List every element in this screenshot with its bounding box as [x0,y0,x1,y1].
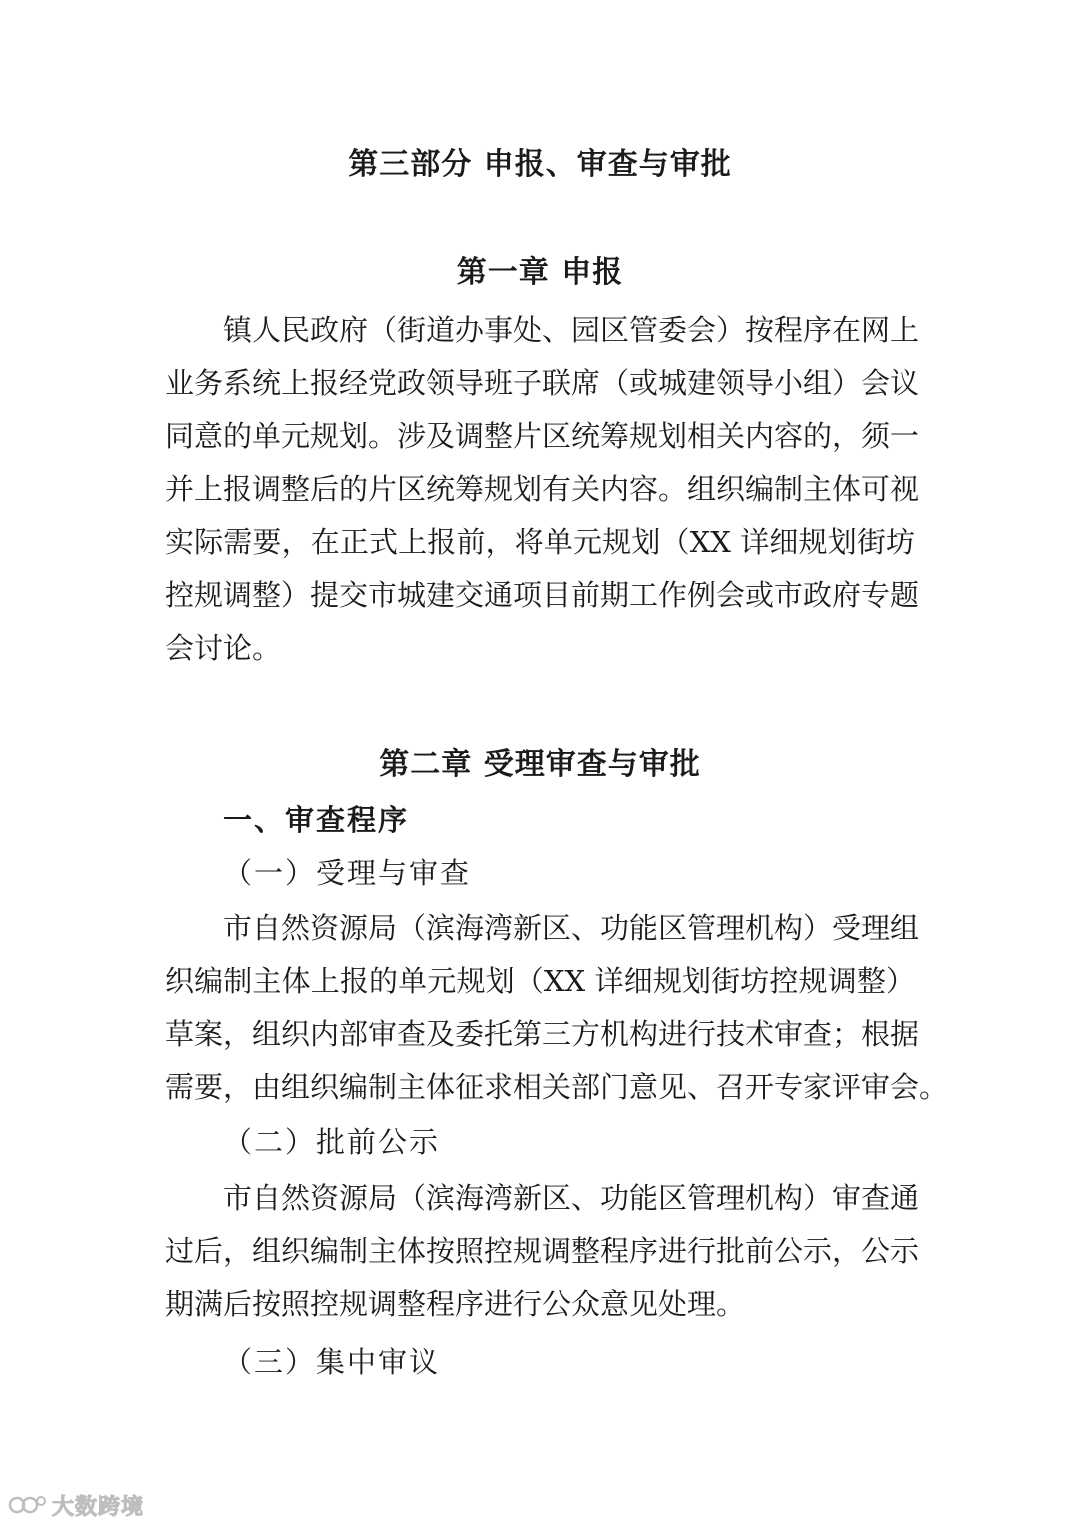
chapter-1-title: 第一章 申报 [456,255,624,290]
paragraph-line: 过后，组织编制主体按照控规调整程序进行批前公示，公示 [165,1234,920,1268]
subsection-heading-centralized-review: （三）集中审议 [223,1345,441,1379]
watermark-text: 大数跨境 [52,1494,145,1520]
section-heading-review-procedure: 一、审查程序 [223,803,410,837]
part-title: 第三部分 申报、审查与审批 [348,147,732,182]
paragraph-line: 织编制主体上报的单元规划（XX 详细规划街坊控规调整） [165,964,915,998]
paragraph-line: 草案，组织内部审查及委托第三方机构进行技术审查；根据 [165,1017,920,1051]
paragraph-line: 实际需要，在正式上报前，将单元规划（XX 详细规划街坊 [165,525,915,559]
paragraph-line: 需要，由组织编制主体征求相关部门意见、召开专家评审会。 [165,1070,949,1104]
paragraph-line: 镇人民政府（街道办事处、园区管委会）按程序在网上 [223,313,920,347]
watermark-logo-icon [8,1492,48,1518]
paragraph-line: 业务系统上报经党政领导班子联席（或城建领导小组）会议 [165,366,920,400]
watermark [8,1488,144,1522]
paragraph-line: 市自然资源局（滨海湾新区、功能区管理机构）受理组 [223,911,920,945]
paragraph-line: 期满后按照控规调整程序进行公众意见处理。 [165,1287,746,1321]
paragraph-line: 同意的单元规划。涉及调整片区统筹规划相关内容的，须一 [165,419,920,453]
paragraph-line: 会讨论。 [165,631,282,665]
subsection-heading-acceptance: （一）受理与审查 [223,856,472,890]
subsection-heading-public-notice: （二）批前公示 [223,1125,441,1159]
paragraph-line: 并上报调整后的片区统筹规划有关内容。组织编制主体可视 [165,472,920,506]
paragraph-line: 控规调整）提交市城建交通项目前期工作例会或市政府专题 [165,578,920,612]
chapter-2-title: 第二章 受理审查与审批 [379,747,701,782]
paragraph-line: 市自然资源局（滨海湾新区、功能区管理机构）审查通 [223,1181,920,1215]
